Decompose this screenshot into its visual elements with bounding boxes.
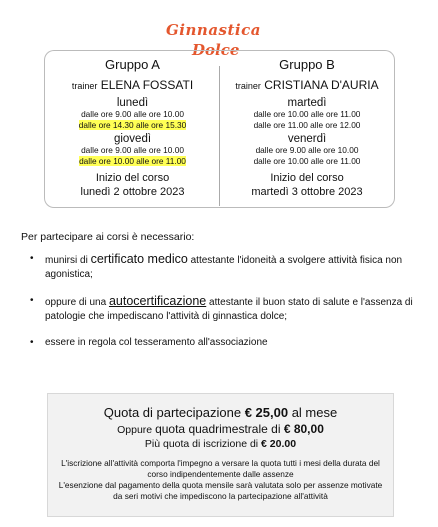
group-b-day1: martedì [287,97,327,109]
fee-quarterly [48,422,393,436]
fee-note [54,458,387,502]
fee-note-2: L'esenzione dal pagamento della quota mensile sarà valutata solo per assenze motivate da seri motivi che impediscono la partecipazione all'attività [58,480,383,501]
fee-registration [48,438,393,450]
group-b-day1-slots [222,109,392,131]
group-b-day1-slot2: dalle ore 11.00 alle ore 12.00 [253,120,361,130]
group-a-day1-slots [50,109,215,131]
group-b-start-label: Inizio del corso [270,172,344,184]
bullet-icon: • [30,253,34,264]
group-a-trainer-prefix: trainer [71,81,98,91]
requirement-item [21,336,421,350]
fee-monthly-suffix: al mese [288,405,338,420]
group-b-day2: venerdì [287,133,327,145]
fee-monthly-label: Quota di partecipazione [103,405,245,420]
requirement-item [21,294,421,324]
requirements-intro: Per partecipare ai corsi è necessario: [21,231,195,243]
requirement3-text: essere in regola col tesseramento all'associazione [45,337,268,348]
bullet-icon: • [30,337,34,348]
group-b-day2-slot2: dalle ore 10.00 alle ore 11.00 [253,156,361,166]
group-a-day2-slots [50,145,215,167]
group-divider [219,66,220,206]
fee-monthly-amount: € 25,00 [244,405,289,420]
logo-text-line2: Dolce [192,41,240,59]
group-a-start-date: lunedì 2 ottobre 2023 [80,186,185,198]
group-b [222,57,392,199]
requirement2-pre: oppure di una [45,297,109,308]
fee-quarterly-label: quota quadrimestrale di [155,422,284,436]
group-a-day1-slot2: dalle ore 14.30 alle ore 15.30 [78,120,187,130]
group-a-day2-slot1: dalle ore 9.00 alle ore 10.00 [81,145,184,155]
group-a-day2: giovedì [113,133,152,145]
group-a-start-label: Inizio del corso [95,172,170,184]
group-b-day1-slot1: dalle ore 10.00 alle ore 11.00 [253,109,361,119]
fee-quarterly-amount: € 80,00 [283,422,324,436]
group-a-day1-slot1: dalle ore 9.00 alle ore 10.00 [81,109,184,119]
group-a-start [50,171,215,199]
requirement2-emphasis: autocertificazione [108,294,207,308]
group-a-day2-slot2: dalle ore 10.00 alle ore 11.00 [79,156,186,166]
group-b-start-date: martedì 3 ottobre 2023 [251,186,363,198]
group-a-day1: lunedì [116,97,149,109]
requirement-item [21,252,421,282]
group-b-trainer [222,78,392,92]
fee-quarterly-prefix: Oppure [117,424,156,436]
fee-registration-amount: € 20.00 [261,438,297,450]
logo-text-line1: Ginnastica [166,21,261,39]
group-a-trainer [50,78,215,92]
group-b-trainer-prefix: trainer [235,81,261,91]
requirement2-post: attestante il buon stato di salute e l'assenza di patologie che impediscano l'attività di ginnastica dolce; [45,297,413,322]
requirements-list [21,252,421,362]
requirement1-emphasis: certificato medico [90,252,188,266]
group-b-trainer-name: CRISTIANA D'AURIA [264,78,379,92]
fee-monthly [48,405,393,420]
group-b-start [222,171,392,199]
group-a-title: Gruppo A [105,57,160,72]
fee-note-1: L'iscrizione all'attività comporta l'impegno a versare la quota tutti i mesi della durata del corso indipendentemente dalle assenze [61,458,380,479]
bullet-icon: • [30,295,34,306]
fee-registration-label: Più quota di iscrizione di [144,438,262,450]
requirement1-post: attestante l'idoneità a svolgere attività fisica non agonistica; [45,255,403,280]
group-b-day2-slot1: dalle ore 9.00 alle ore 10.00 [255,145,359,155]
group-b-day2-slots [222,145,392,167]
group-b-title: Gruppo B [279,57,335,72]
group-a-trainer-name: ELENA FOSSATI [100,78,194,92]
group-a [50,57,215,199]
fees-box [47,393,394,517]
requirement1-pre: munirsi di [45,255,91,266]
